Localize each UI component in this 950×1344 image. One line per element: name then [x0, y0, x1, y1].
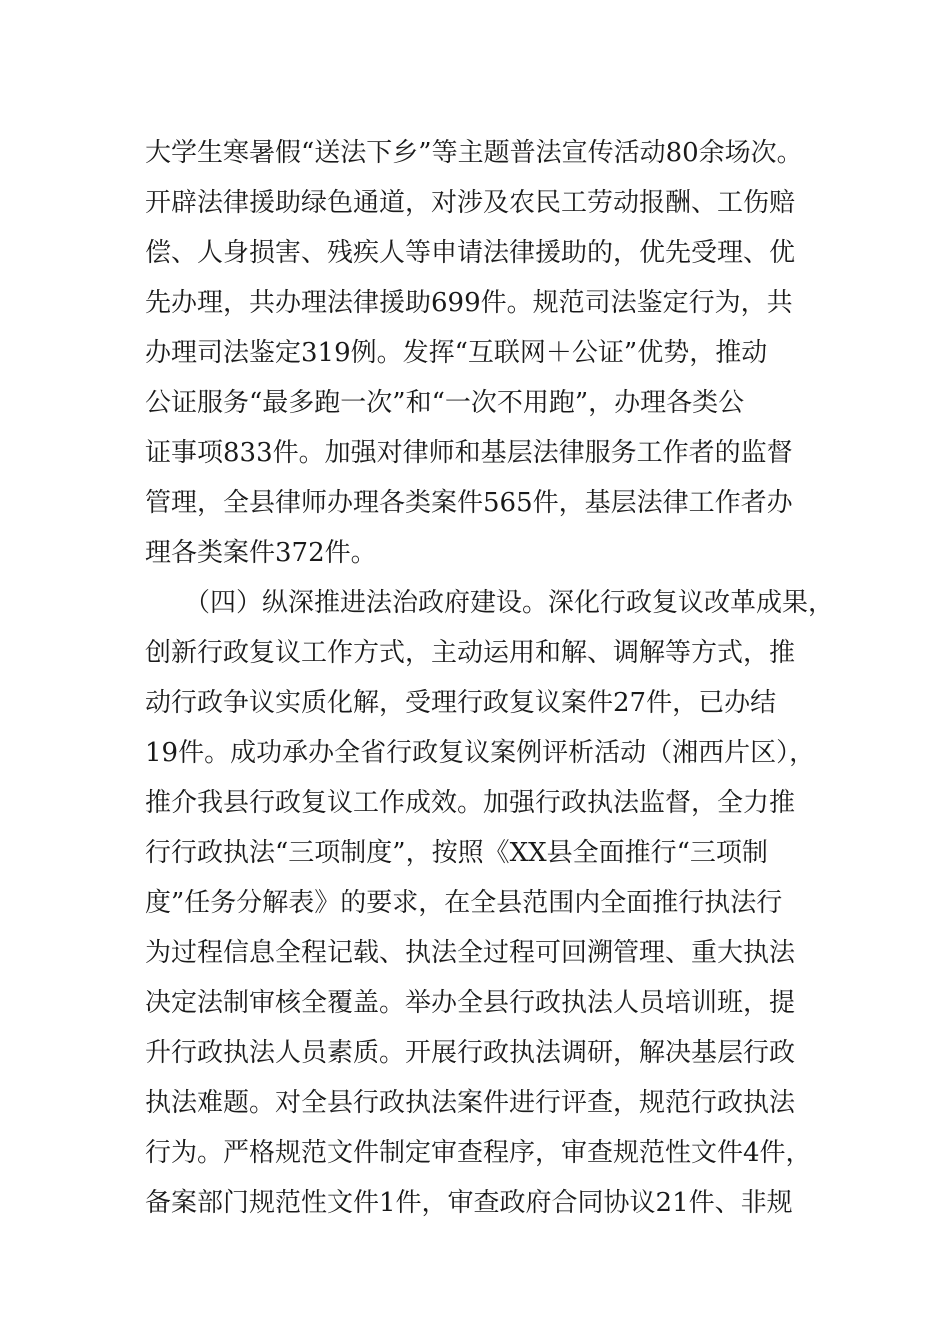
text-line: 创新行政复议工作方式，主动运用和解、调解等方式，推: [145, 638, 796, 668]
text-line: 公证服务“最多跑一次”和“一次不用跑”，办理各类公: [145, 388, 745, 418]
text-line: 大学生寒暑假“送法下乡”等主题普法宣传活动80余场次。: [145, 138, 803, 168]
section-heading-line: （四）纵深推进法治政府建设。深化行政复议改革成果，: [145, 588, 835, 618]
text-line: 证事项833件。加强对律师和基层法律服务工作者的监督: [145, 438, 793, 468]
text-line: 办理司法鉴定319例。发挥“互联网＋公证”优势，推动: [145, 338, 768, 368]
text-line: 偿、人身损害、残疾人等申请法律援助的，优先受理、优: [145, 238, 796, 268]
text-line: 推介我县行政复议工作成效。加强行政执法监督，全力推: [145, 788, 796, 818]
text-line: 升行政执法人员素质。开展行政执法调研，解决基层行政: [145, 1038, 796, 1068]
document-body: [145, 128, 835, 1228]
text-line: 度”任务分解表》的要求，在全县范围内全面推行执法行: [145, 888, 783, 918]
text-line: 管理，全县律师办理各类案件565件，基层法律工作者办: [145, 488, 793, 518]
text-line: 为过程信息全程记载、执法全过程可回溯管理、重大执法: [145, 938, 796, 968]
text-line: 决定法制审核全覆盖。举办全县行政执法人员培训班，提: [145, 988, 796, 1018]
text-line: 19件。成功承办全省行政复议案例评析活动（湘西片区），: [145, 738, 816, 768]
text-line: 行为。严格规范文件制定审查程序，审查规范性文件4件，: [145, 1138, 812, 1168]
text-line: 动行政争议实质化解，受理行政复议案件27件，已办结: [145, 688, 777, 718]
text-line: 理各类案件372件。: [145, 538, 377, 568]
text-line: 执法难题。对全县行政执法案件进行评查，规范行政执法: [145, 1088, 796, 1118]
text-line: 先办理，共办理法律援助699件。规范司法鉴定行为，共: [145, 288, 793, 318]
text-line: 行行政执法“三项制度”，按照《XX县全面推行“三项制: [145, 838, 768, 868]
text-line: 开辟法律援助绿色通道，对涉及农民工劳动报酬、工伤赔: [145, 188, 796, 218]
text-line: 备案部门规范性文件1件，审查政府合同协议21件、非规: [145, 1188, 793, 1218]
